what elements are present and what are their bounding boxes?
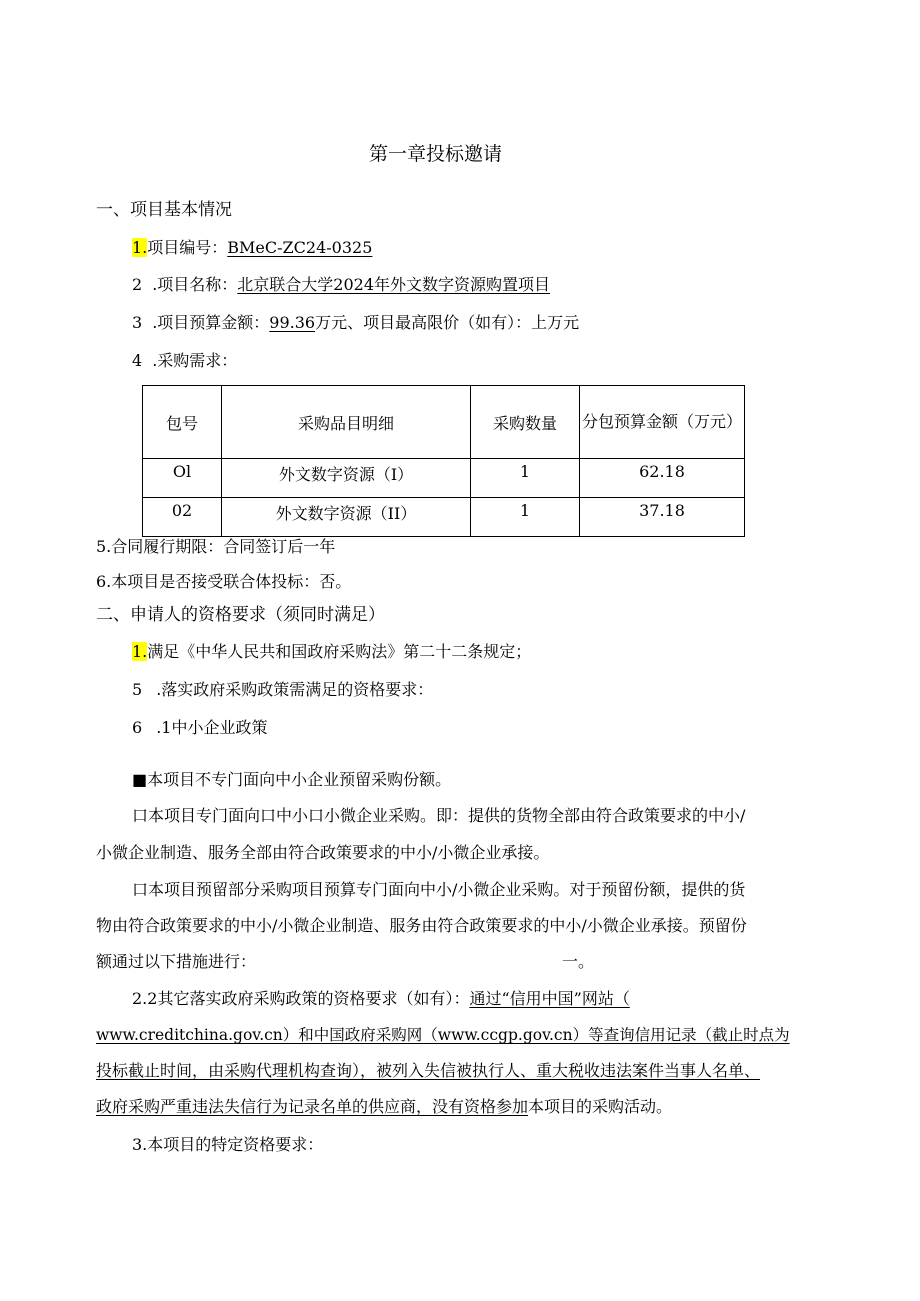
policy-option3-line3b: 一。 [562, 952, 595, 971]
table-row [143, 498, 745, 537]
requirement1-number: 1. [132, 642, 148, 661]
policy-option3-line3a: 额通过以下措施进行： [96, 952, 257, 971]
cell-package: Ol [143, 459, 222, 498]
requirement6-line [132, 718, 267, 738]
item22-prefix: 2.2其它落实政府采购政策的资格要求（如有）： [132, 989, 470, 1008]
contract-period-line: 5.合同履行期限：合同签订后一年 [96, 537, 336, 556]
header-quantity: 采购数量 [471, 386, 580, 459]
item22-line3: 投标截止时间，由采购代理机构查询），被列入失信被执行人、重大税收违法案件当事人名单、 [96, 1061, 761, 1080]
requirement1-text: 满足《中华人民共和国政府采购法》第二十二条规定； [147, 642, 532, 661]
cell-budget: 37.18 [580, 498, 745, 537]
procurement-table [142, 385, 745, 537]
project-number-label: 项目编号： [147, 238, 228, 257]
policy-option3-line2: 物由符合政策要求的中小/小微企业制造、服务由符合政策要求的中小/小微企业承接。预留份 [96, 916, 747, 935]
requirement1-line [132, 642, 531, 662]
requirement5-line [132, 680, 433, 700]
cell-budget: 62.18 [580, 459, 745, 498]
procurement-needs-label: .采购需求： [152, 351, 238, 370]
policy-option2-line1: 口本项目专门面向口中小口小微企业采购。即：提供的货物全部由符合政策要求的中小/ [132, 806, 746, 825]
section2-heading: 二、申请人的资格要求（须同时满足） [96, 605, 385, 625]
budget-label: .项目预算金额： [152, 313, 270, 332]
item22-line2: www.creditchina.gov.cn）和中国政府采购网（www.ccgp.gov.cn）等查询信用记录（截止时点为 [96, 1026, 790, 1044]
procurement-needs-line [132, 351, 237, 371]
item22-line4 [96, 1097, 672, 1117]
item22-link-text: 通过“信用中国”网站（ [469, 989, 630, 1008]
item22-line1 [132, 989, 630, 1009]
item22-line4-rest: 本项目的采购活动。 [528, 1097, 673, 1116]
policy-option2-line2: 小微企业制造、服务全部由符合政策要求的中小/小微企业承接。 [96, 843, 550, 862]
section1-heading: 一、项目基本情况 [96, 200, 232, 220]
requirement6-text: .1中小企业政策 [156, 718, 268, 737]
project-name-value: 北京联合大学2024年外文数字资源购置项目 [237, 275, 551, 294]
policy-option1 [132, 770, 451, 790]
policy-option3-line1: 口本项目预留部分采购项目预算专门面向中小/小微企业采购。对于预留份额，提供的货 [132, 880, 746, 899]
header-package: 包号 [143, 386, 222, 459]
policy-option1-text: 本项目不专门面向中小企业预留采购份额。 [147, 770, 452, 789]
consortium-line: 6.本项目是否接受联合体投标：否。 [96, 572, 352, 591]
special-requirements-line: 3.本项目的特定资格要求： [132, 1135, 324, 1154]
page-title: 第一章投标邀请 [369, 143, 503, 165]
table-header-row [143, 386, 745, 459]
requirement6-number: 6 [132, 718, 143, 737]
cell-quantity: 1 [471, 459, 580, 498]
header-budget: 分包预算金额（万元） [580, 386, 745, 459]
project-budget-line [132, 313, 579, 333]
header-items: 采购品目明细 [222, 386, 471, 459]
budget-value: 99.36 [269, 313, 316, 332]
table-row [143, 459, 745, 498]
project-name-label: .项目名称： [152, 275, 238, 294]
budget-rest: 万元、项目最高限价（如有）：上万元 [315, 313, 580, 332]
item1-number: 1. [132, 238, 148, 257]
item22-line4-underlined: 政府采购严重违法失信行为记录名单的供应商，没有资格参加 [96, 1097, 529, 1116]
item2-number: 2 [132, 275, 143, 294]
cell-package: 02 [143, 498, 222, 537]
item4-number: 4 [132, 351, 143, 370]
requirement5-text: .落实政府采购政策需满足的资格要求： [156, 680, 434, 699]
item3-number: 3 [132, 313, 143, 332]
project-name-line [132, 275, 550, 295]
checked-box-icon: ■ [132, 770, 148, 789]
cell-items: 外文数字资源（I） [222, 459, 471, 498]
cell-items: 外文数字资源（II） [222, 498, 471, 537]
project-number-value: BMeC-ZC24-0325 [227, 238, 373, 257]
requirement5-number: 5 [132, 680, 143, 699]
project-number-line [132, 238, 372, 258]
cell-quantity: 1 [471, 498, 580, 537]
